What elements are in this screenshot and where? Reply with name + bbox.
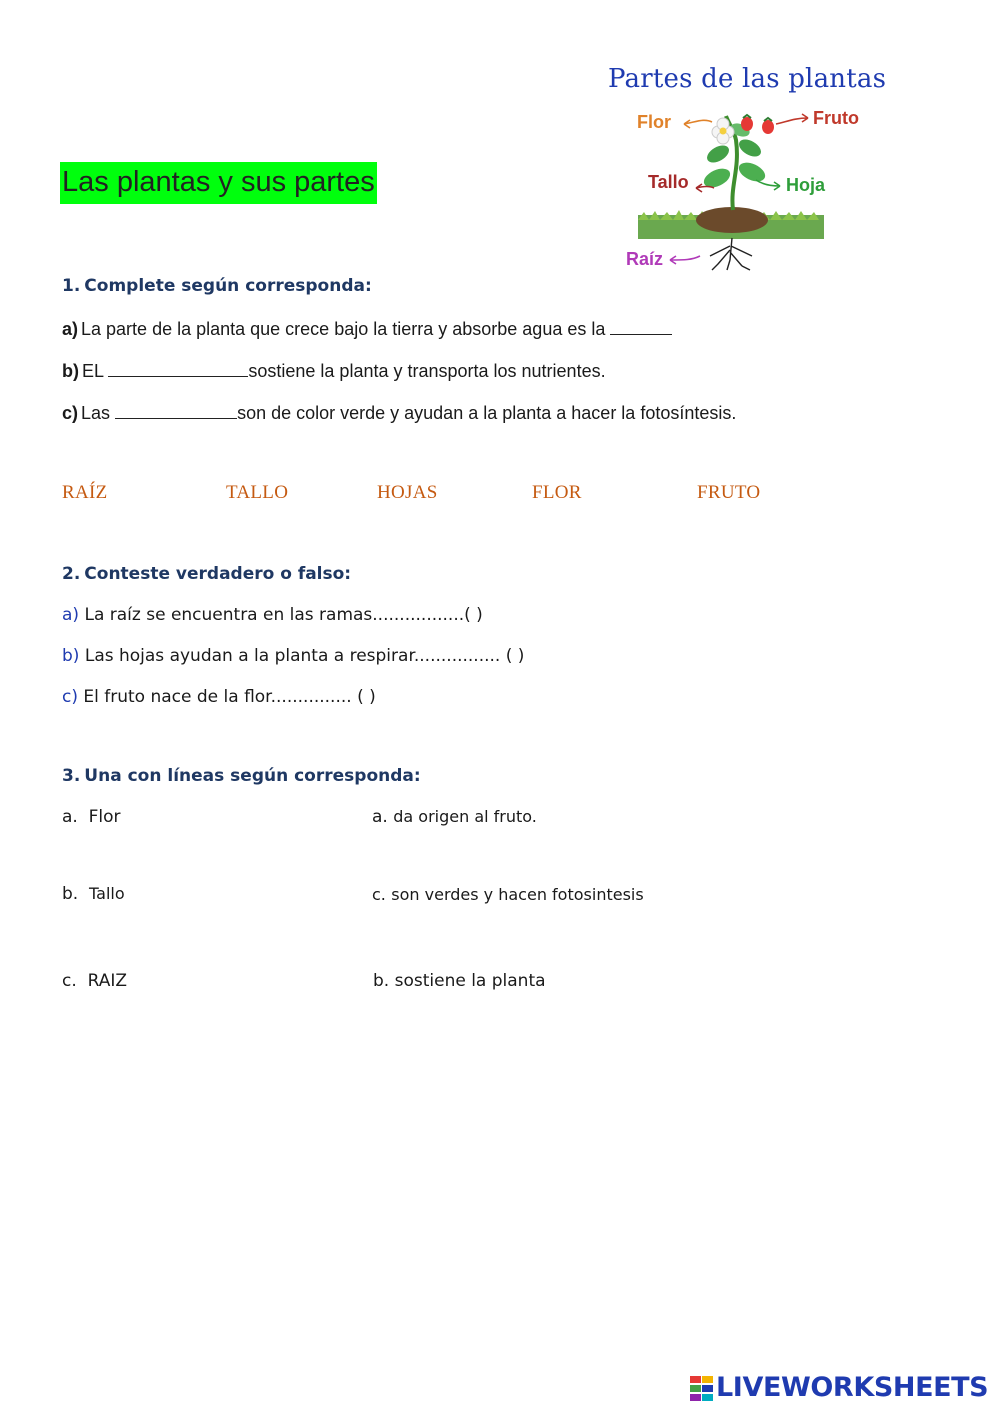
question-letter: c) xyxy=(62,403,79,423)
true-false-question-a[interactable] xyxy=(62,605,483,625)
question-text: sostiene la planta y transporta los nutrientes. xyxy=(248,361,606,381)
match-right-item[interactable] xyxy=(372,807,537,827)
true-false-question-b[interactable] xyxy=(62,646,524,666)
label-tallo: Tallo xyxy=(648,172,689,192)
fill-question-a xyxy=(62,316,672,340)
item-text: son verdes y hacen fotosintesis xyxy=(391,885,644,904)
question-letter: a) xyxy=(62,605,80,625)
section-2-heading xyxy=(62,564,351,584)
section-title: Una con líneas según corresponda: xyxy=(84,766,421,786)
question-letter: a) xyxy=(62,319,79,339)
word-bank-item: FRUTO xyxy=(697,482,761,503)
item-letter: c. xyxy=(372,885,386,904)
item-letter: b. xyxy=(62,884,79,904)
section-title: Conteste verdadero o falso: xyxy=(84,564,352,584)
page-title: Las plantas y sus partes xyxy=(60,162,377,204)
item-text: Tallo xyxy=(89,884,125,903)
item-letter: a. xyxy=(372,807,388,827)
soil-mound xyxy=(696,207,768,233)
label-raiz: Raíz xyxy=(626,249,664,269)
match-right-item[interactable] xyxy=(372,885,644,905)
question-letter: c) xyxy=(62,687,78,707)
logo-icon xyxy=(690,1376,714,1402)
word-bank-item: FLOR xyxy=(532,482,582,503)
leaf xyxy=(736,136,764,160)
word-bank-item: TALLO xyxy=(226,482,289,503)
question-text: EL xyxy=(82,361,104,381)
answer-blank[interactable] xyxy=(115,400,237,419)
diagram-heading: Partes de las plantas xyxy=(608,64,887,94)
fill-question-c xyxy=(62,400,736,424)
label-fruto: Fruto xyxy=(813,108,859,128)
item-text: RAIZ xyxy=(87,971,127,991)
fill-question-b xyxy=(62,358,606,382)
logo-text: LIVEWORKSHEETS xyxy=(716,1372,989,1403)
section-number: 2. xyxy=(62,564,81,584)
question-letter: b) xyxy=(62,646,80,666)
leaf xyxy=(704,142,732,166)
section-number: 1. xyxy=(62,276,81,296)
section-1-heading xyxy=(62,276,372,296)
true-false-question-c[interactable] xyxy=(62,687,376,707)
question-text: Las hojas ayudan a la planta a respirar................ ( ) xyxy=(84,646,525,666)
item-text: sostiene la planta xyxy=(394,971,546,991)
word-bank-item: HOJAS xyxy=(377,482,438,503)
question-text: Las xyxy=(81,403,111,423)
item-letter: a. xyxy=(62,807,78,827)
match-left-item[interactable] xyxy=(62,807,121,827)
question-text: La raíz se encuentra en las ramas.................( ) xyxy=(84,605,483,625)
liveworksheets-logo xyxy=(690,1374,990,1404)
section-3-heading xyxy=(62,766,421,786)
item-text: Flor xyxy=(88,807,121,827)
match-left-item[interactable] xyxy=(62,884,125,904)
question-letter: b) xyxy=(62,361,79,381)
label-flor: Flor xyxy=(637,112,671,132)
match-left-item[interactable] xyxy=(62,971,127,991)
question-text: El fruto nace de la flor............... ( ) xyxy=(83,687,376,707)
match-right-item[interactable] xyxy=(373,971,546,991)
word-bank-item: RAÍZ xyxy=(62,482,108,503)
section-title: Complete según corresponda: xyxy=(84,276,372,296)
answer-blank[interactable] xyxy=(108,358,248,377)
label-hoja: Hoja xyxy=(786,175,826,195)
section-number: 3. xyxy=(62,766,81,786)
item-letter: b. xyxy=(373,971,390,991)
plant-illustration xyxy=(600,60,930,275)
item-text: da origen al fruto. xyxy=(393,807,537,826)
roots xyxy=(710,238,752,270)
item-letter: c. xyxy=(62,971,77,991)
leaf xyxy=(736,159,768,185)
answer-blank[interactable] xyxy=(610,316,672,335)
question-text: La parte de la planta que crece bajo la tierra y absorbe agua es la xyxy=(81,319,606,339)
plant-parts-diagram xyxy=(600,60,930,275)
question-text: son de color verde y ayudan a la planta a hacer la fotosíntesis. xyxy=(237,403,737,423)
